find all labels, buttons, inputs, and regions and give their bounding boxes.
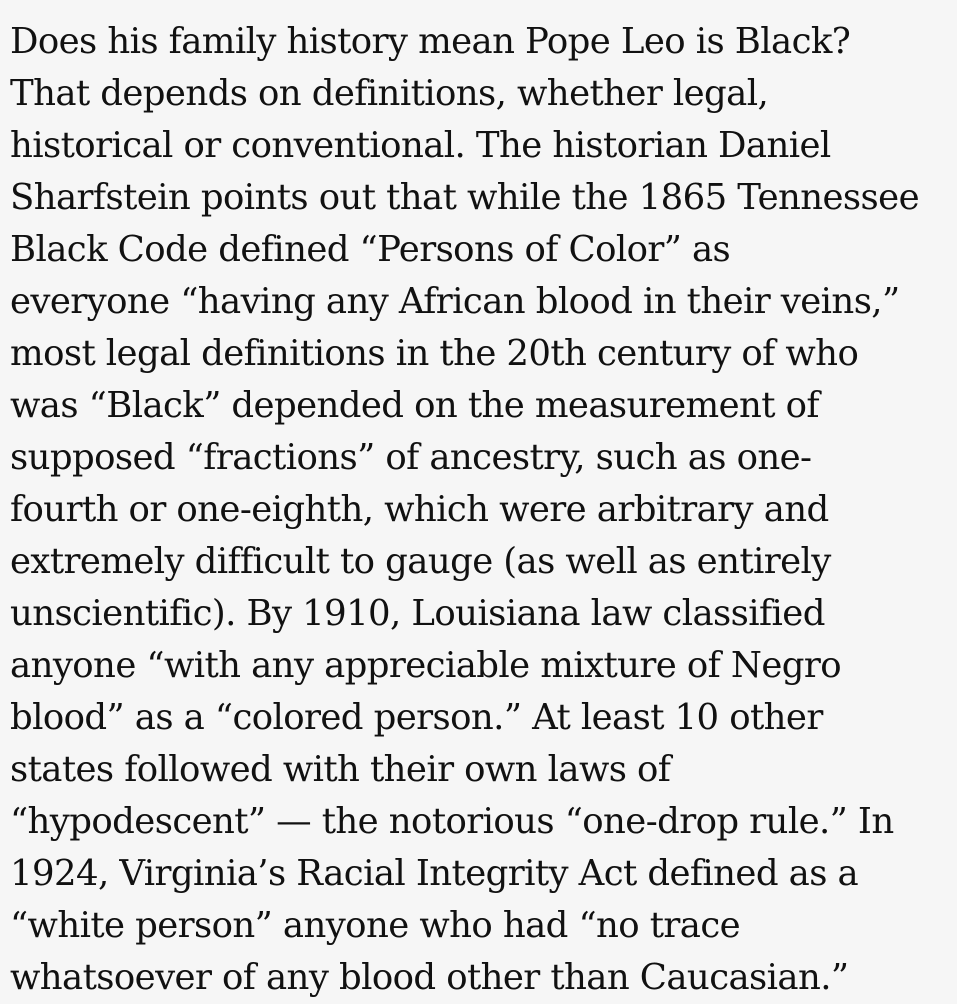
paragraph-line: everyone “having any African blood in their veins,”: [10, 281, 900, 322]
paragraph-line: extremely difficult to gauge (as well as entirely: [10, 541, 831, 582]
paragraph-line: states followed with their own laws of: [10, 749, 671, 790]
paragraph-line: most legal definitions in the 20th century of who: [10, 333, 859, 374]
paragraph-line: “white person” anyone who had “no trace: [10, 905, 741, 946]
article-paragraph: [10, 16, 955, 1004]
paragraph-line: fourth or one-eighth, which were arbitrary and: [10, 489, 829, 530]
paragraph-line: anyone “with any appreciable mixture of Negro: [10, 645, 842, 686]
paragraph-line: Black Code defined “Persons of Color” as: [10, 229, 731, 270]
paragraph-line: supposed “fractions” of ancestry, such as one-: [10, 437, 812, 478]
paragraph-line: historical or conventional. The historian Daniel: [10, 125, 831, 166]
paragraph-line: “hypodescent” — the notorious “one-drop rule.” In: [10, 801, 894, 842]
paragraph-line: blood” as a “colored person.” At least 10 other: [10, 697, 823, 738]
paragraph-line: whatsoever of any blood other than Caucasian.”: [10, 957, 849, 998]
paragraph-line: unscientific). By 1910, Louisiana law classified: [10, 593, 825, 634]
paragraph-line: 1924, Virginia’s Racial Integrity Act defined as a: [10, 853, 859, 894]
paragraph-line: was “Black” depended on the measurement of: [10, 385, 819, 426]
paragraph-line: That depends on definitions, whether legal,: [10, 73, 769, 114]
paragraph-line: Sharfstein points out that while the 1865 Tennessee: [10, 177, 919, 218]
paragraph-line: Does his family history mean Pope Leo is Black?: [10, 21, 851, 62]
